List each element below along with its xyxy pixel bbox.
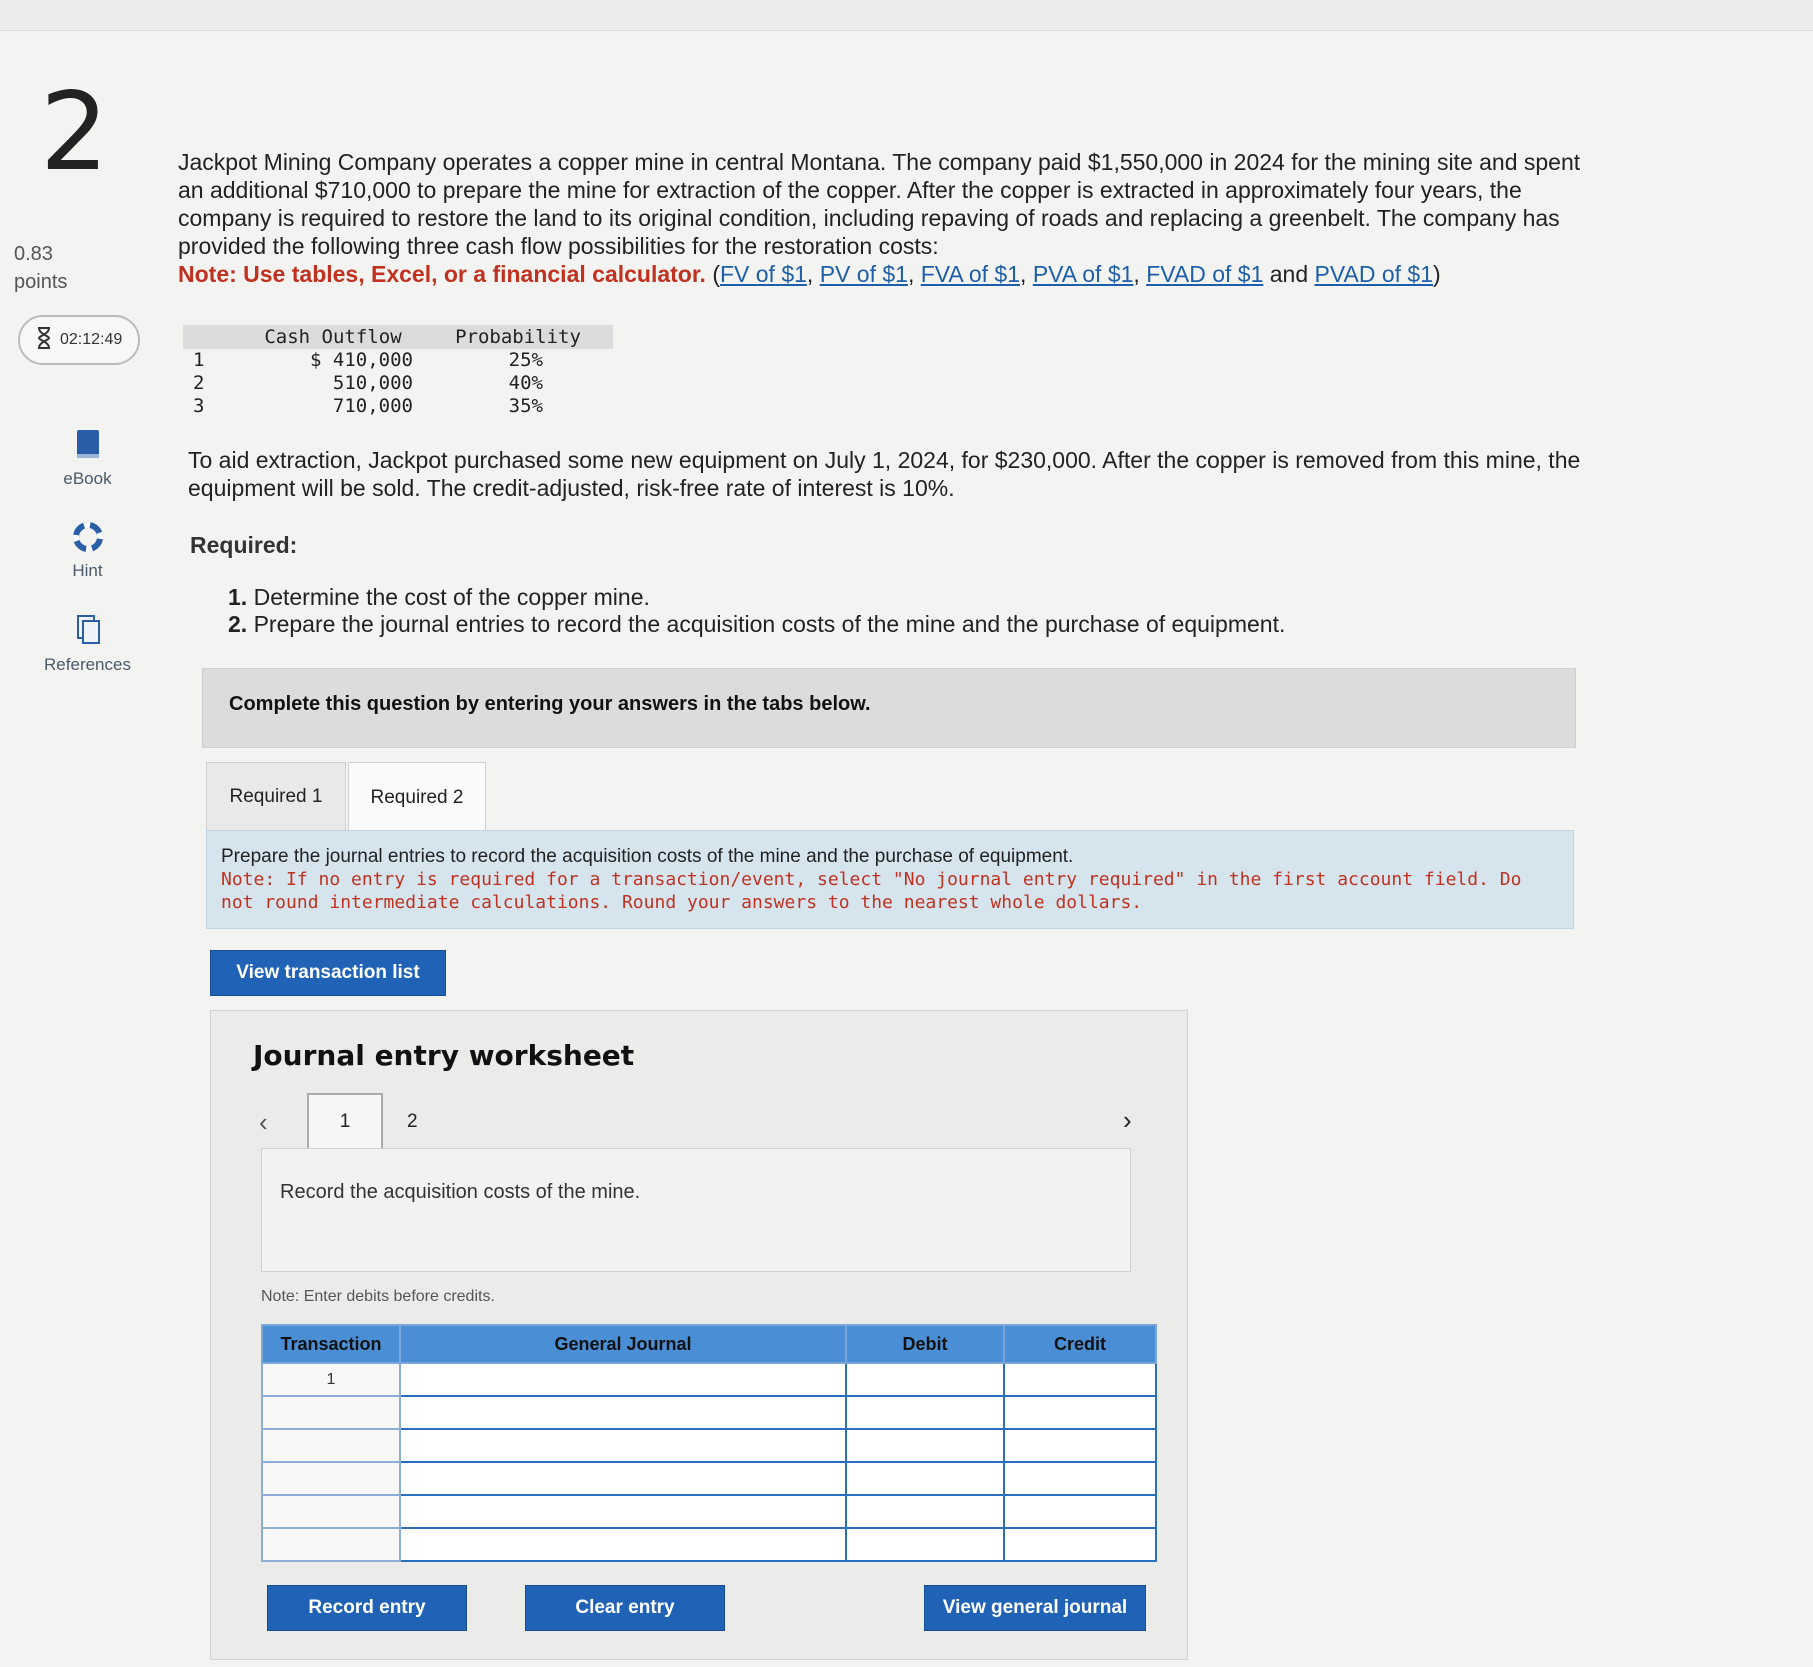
chevron-right-icon[interactable]: › bbox=[1123, 1105, 1132, 1135]
transaction-cell bbox=[262, 1396, 400, 1429]
header-transaction: Transaction bbox=[262, 1325, 400, 1363]
transaction-cell bbox=[262, 1495, 400, 1528]
required-heading: Required: bbox=[190, 532, 298, 558]
journal-row bbox=[262, 1396, 1156, 1429]
instruction-box bbox=[206, 830, 1574, 929]
instruction-note: Note: If no entry is required for a transaction/event, select "No journal entry required" in the first account field. Do not round intermediate calculations. Round your answers to the nearest whole dollars. bbox=[221, 869, 1522, 913]
cash-flow-row bbox=[183, 349, 613, 372]
account-select[interactable] bbox=[400, 1462, 846, 1495]
hint-label: Hint bbox=[72, 561, 103, 580]
credit-input[interactable] bbox=[1004, 1528, 1156, 1561]
journal-row bbox=[262, 1363, 1156, 1396]
debits-note: Note: Enter debits before credits. bbox=[261, 1288, 495, 1305]
fv-link[interactable]: FV of $1 bbox=[719, 261, 807, 287]
view-transaction-list-button[interactable]: View transaction list bbox=[210, 950, 446, 996]
top-bar bbox=[0, 0, 1813, 31]
ebook-button[interactable] bbox=[30, 428, 145, 489]
credit-input[interactable] bbox=[1004, 1396, 1156, 1429]
links-group: (FV of $1, PV of $1, FVA of $1, PVA of $1, FVAD of $1 and PVAD of $1) bbox=[712, 261, 1441, 287]
chevron-left-icon[interactable]: ‹ bbox=[259, 1107, 268, 1137]
book-icon bbox=[30, 428, 145, 465]
hourglass-icon bbox=[36, 327, 52, 354]
transaction-cell bbox=[262, 1429, 400, 1462]
probability: 25% bbox=[508, 349, 543, 371]
credit-input[interactable] bbox=[1004, 1429, 1156, 1462]
probability: 40% bbox=[508, 372, 543, 394]
ebook-label: eBook bbox=[63, 469, 112, 488]
required-item-text: Determine the cost of the copper mine. bbox=[253, 584, 650, 610]
page-1-button[interactable]: 1 bbox=[307, 1093, 383, 1151]
journal-row bbox=[262, 1462, 1156, 1495]
transaction-cell bbox=[262, 1528, 400, 1561]
question-number: 2 bbox=[40, 70, 109, 195]
required-item-number: 2. bbox=[228, 611, 248, 637]
pva-link[interactable]: PVA of $1 bbox=[1032, 261, 1134, 287]
cash-outflow: 510,000 bbox=[332, 372, 413, 394]
journal-entry-worksheet bbox=[210, 1010, 1188, 1660]
required-item bbox=[228, 584, 1285, 611]
row-number: 1 bbox=[193, 349, 205, 371]
header-blank bbox=[183, 325, 243, 349]
hint-button[interactable] bbox=[30, 522, 145, 581]
journal-row bbox=[262, 1495, 1156, 1528]
timer-text: 02:12:49 bbox=[60, 331, 123, 348]
header-debit: Debit bbox=[846, 1325, 1004, 1363]
cash-flow-row bbox=[183, 395, 613, 418]
account-select[interactable] bbox=[400, 1528, 846, 1561]
complete-question-bar bbox=[202, 668, 1576, 748]
row-number: 2 bbox=[193, 372, 205, 394]
header-cash-outflow: Cash Outflow bbox=[243, 325, 423, 349]
points-label: points bbox=[14, 271, 68, 293]
account-select[interactable] bbox=[400, 1396, 846, 1429]
tab-required-2[interactable]: Required 2 bbox=[348, 762, 486, 832]
journal-table bbox=[261, 1324, 1157, 1562]
copy-icon bbox=[30, 614, 145, 651]
required-item-number: 1. bbox=[228, 584, 248, 610]
account-select[interactable] bbox=[400, 1495, 846, 1528]
references-button[interactable] bbox=[30, 614, 145, 675]
equipment-paragraph: To aid extraction, Jackpot purchased some new equipment on July 1, 2024, for $230,000. After the copper is removed from this mine, the equipment will be sold. The credit-adjusted, risk-free rate of interest is 10%. bbox=[188, 447, 1581, 501]
cash-flow-table bbox=[183, 325, 613, 418]
problem-text: Jackpot Mining Company operates a copper mine in central Montana. The company paid $1,550,000 in 2024 for the mining site and spent an additional $710,000 to prepare the mine for extraction of the copper. After the copper is extracted in approximately four years, the company is required to restore the land to its original condition, including repaving of roads and replacing a greenbelt. The company has provided the following three cash flow possibilities for the restoration costs: bbox=[178, 149, 1581, 259]
record-instruction-box bbox=[261, 1148, 1131, 1272]
credit-input[interactable] bbox=[1004, 1363, 1156, 1396]
cash-flow-header bbox=[183, 325, 613, 349]
transaction-cell bbox=[262, 1462, 400, 1495]
transaction-cell: 1 bbox=[262, 1363, 400, 1396]
credit-input[interactable] bbox=[1004, 1462, 1156, 1495]
instruction-text: Prepare the journal entries to record the acquisition costs of the mine and the purchase of equipment. bbox=[221, 846, 1074, 867]
page-2-button[interactable]: 2 bbox=[407, 1111, 418, 1132]
header-probability: Probability bbox=[423, 325, 613, 349]
cash-outflow: $ 410,000 bbox=[310, 349, 413, 371]
references-label: References bbox=[44, 655, 131, 674]
timer[interactable] bbox=[18, 315, 140, 365]
lifebuoy-icon bbox=[30, 522, 145, 557]
record-instruction-text: Record the acquisition costs of the mine. bbox=[280, 1181, 641, 1203]
row-number: 3 bbox=[193, 395, 205, 417]
fva-link[interactable]: FVA of $1 bbox=[920, 261, 1021, 287]
cash-flow-row bbox=[183, 372, 613, 395]
pvad-link[interactable]: PVAD of $1 bbox=[1314, 261, 1434, 287]
required-item-text: Prepare the journal entries to record the acquisition costs of the mine and the purchase of equipment. bbox=[253, 611, 1286, 637]
debit-input[interactable] bbox=[846, 1363, 1004, 1396]
required-list bbox=[228, 584, 1285, 638]
problem-statement bbox=[178, 148, 1598, 288]
header-general-journal: General Journal bbox=[400, 1325, 846, 1363]
account-select[interactable] bbox=[400, 1363, 846, 1396]
fvad-link[interactable]: FVAD of $1 bbox=[1146, 261, 1264, 287]
points-display bbox=[14, 240, 67, 296]
complete-question-text: Complete this question by entering your answers in the tabs below. bbox=[229, 693, 871, 715]
pv-link[interactable]: PV of $1 bbox=[819, 261, 908, 287]
debit-input[interactable] bbox=[846, 1396, 1004, 1429]
tab-required-1[interactable]: Required 1 bbox=[206, 762, 346, 832]
points-value: 0.83 bbox=[14, 243, 53, 265]
journal-row bbox=[262, 1429, 1156, 1462]
and-text: and bbox=[1269, 261, 1309, 287]
header-credit: Credit bbox=[1004, 1325, 1156, 1363]
journal-row bbox=[262, 1528, 1156, 1561]
account-select[interactable] bbox=[400, 1429, 846, 1462]
problem-note: Note: Use tables, Excel, or a financial calculator. bbox=[178, 261, 706, 287]
debit-input[interactable] bbox=[846, 1495, 1004, 1528]
journal-header-row bbox=[262, 1325, 1156, 1363]
cash-outflow: 710,000 bbox=[332, 395, 413, 417]
probability: 35% bbox=[508, 395, 543, 417]
credit-input[interactable] bbox=[1004, 1495, 1156, 1528]
clear-entry-button[interactable]: Clear entry bbox=[525, 1585, 725, 1631]
debit-input[interactable] bbox=[846, 1528, 1004, 1561]
debit-input[interactable] bbox=[846, 1429, 1004, 1462]
view-general-journal-button[interactable]: View general journal bbox=[924, 1585, 1146, 1631]
debit-input[interactable] bbox=[846, 1462, 1004, 1495]
record-entry-button[interactable]: Record entry bbox=[267, 1585, 467, 1631]
worksheet-title: Journal entry worksheet bbox=[253, 1039, 635, 1072]
required-item bbox=[228, 611, 1285, 638]
